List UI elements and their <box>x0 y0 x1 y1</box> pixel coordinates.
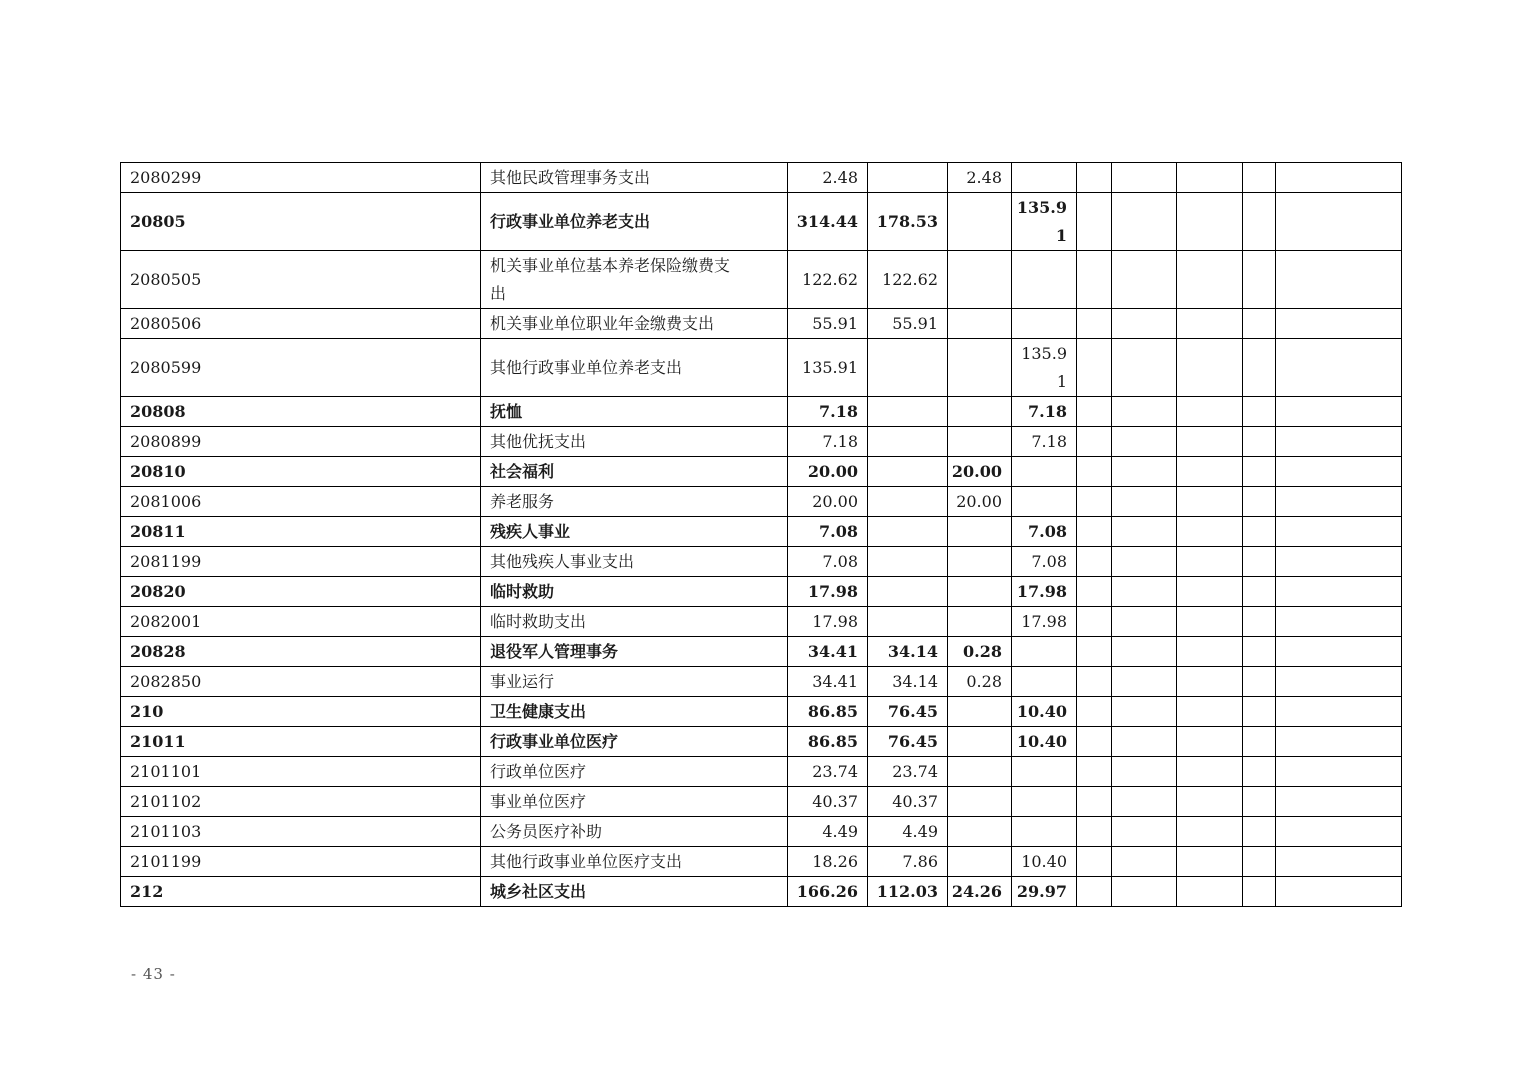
cell-name: 残疾人事业 <box>481 517 788 547</box>
cell-empty <box>1177 757 1243 787</box>
budget-table <box>120 162 1402 907</box>
cell-basic <box>868 487 948 517</box>
cell-code: 2081006 <box>121 487 481 517</box>
cell-project <box>948 607 1012 637</box>
cell-total: 23.74 <box>788 757 868 787</box>
cell-project: 20.00 <box>948 487 1012 517</box>
cell-empty <box>1243 697 1276 727</box>
cell-empty <box>1243 727 1276 757</box>
cell-code: 2082001 <box>121 607 481 637</box>
cell-basic <box>868 397 948 427</box>
cell-empty <box>1112 193 1177 251</box>
cell-other: 10.40 <box>1012 847 1077 877</box>
cell-other <box>1012 457 1077 487</box>
cell-empty <box>1276 577 1402 607</box>
cell-empty <box>1077 457 1112 487</box>
cell-total: 7.18 <box>788 397 868 427</box>
cell-empty <box>1077 193 1112 251</box>
cell-empty <box>1077 847 1112 877</box>
cell-other: 10.40 <box>1012 727 1077 757</box>
cell-total: 314.44 <box>788 193 868 251</box>
cell-other: 7.08 <box>1012 547 1077 577</box>
cell-empty <box>1243 787 1276 817</box>
cell-empty <box>1177 637 1243 667</box>
table-row <box>121 667 1402 697</box>
cell-other: 135.9 1 <box>1012 193 1077 251</box>
cell-empty <box>1077 877 1112 907</box>
cell-name: 养老服务 <box>481 487 788 517</box>
table-row <box>121 193 1402 251</box>
cell-empty <box>1112 457 1177 487</box>
cell-empty <box>1243 193 1276 251</box>
cell-empty <box>1243 163 1276 193</box>
cell-name: 行政事业单位医疗 <box>481 727 788 757</box>
cell-total: 34.41 <box>788 637 868 667</box>
cell-other: 29.97 <box>1012 877 1077 907</box>
cell-name: 临时救助 <box>481 577 788 607</box>
cell-project <box>948 787 1012 817</box>
cell-total: 20.00 <box>788 487 868 517</box>
cell-code: 212 <box>121 877 481 907</box>
cell-project <box>948 547 1012 577</box>
table-row <box>121 697 1402 727</box>
cell-code: 2080506 <box>121 309 481 339</box>
cell-code: 2080505 <box>121 251 481 309</box>
cell-total: 2.48 <box>788 163 868 193</box>
cell-basic: 34.14 <box>868 637 948 667</box>
cell-empty <box>1077 547 1112 577</box>
cell-basic: 178.53 <box>868 193 948 251</box>
cell-total: 17.98 <box>788 577 868 607</box>
cell-project <box>948 427 1012 457</box>
cell-empty <box>1243 251 1276 309</box>
cell-code: 2080899 <box>121 427 481 457</box>
cell-name: 机关事业单位职业年金缴费支出 <box>481 309 788 339</box>
cell-code: 2081199 <box>121 547 481 577</box>
cell-empty <box>1243 877 1276 907</box>
cell-project: 0.28 <box>948 637 1012 667</box>
cell-total: 20.00 <box>788 457 868 487</box>
cell-empty <box>1177 607 1243 637</box>
table-row <box>121 517 1402 547</box>
cell-basic <box>868 427 948 457</box>
cell-empty <box>1077 163 1112 193</box>
cell-other <box>1012 309 1077 339</box>
cell-empty <box>1276 757 1402 787</box>
cell-empty <box>1177 517 1243 547</box>
cell-total: 7.08 <box>788 517 868 547</box>
cell-other: 7.18 <box>1012 397 1077 427</box>
cell-empty <box>1177 397 1243 427</box>
cell-empty <box>1243 397 1276 427</box>
cell-code: 2101199 <box>121 847 481 877</box>
cell-empty <box>1177 877 1243 907</box>
cell-basic: 34.14 <box>868 667 948 697</box>
cell-empty <box>1276 339 1402 397</box>
cell-empty <box>1177 339 1243 397</box>
cell-project <box>948 817 1012 847</box>
table-row <box>121 487 1402 517</box>
cell-empty <box>1243 309 1276 339</box>
table-row <box>121 787 1402 817</box>
cell-empty <box>1276 817 1402 847</box>
cell-total: 122.62 <box>788 251 868 309</box>
cell-total: 17.98 <box>788 607 868 637</box>
cell-code: 20808 <box>121 397 481 427</box>
cell-project <box>948 309 1012 339</box>
cell-empty <box>1077 817 1112 847</box>
cell-code: 20820 <box>121 577 481 607</box>
cell-empty <box>1077 339 1112 397</box>
cell-empty <box>1276 877 1402 907</box>
cell-code: 2080599 <box>121 339 481 397</box>
cell-other <box>1012 251 1077 309</box>
cell-empty <box>1112 637 1177 667</box>
cell-code: 21011 <box>121 727 481 757</box>
cell-empty <box>1177 251 1243 309</box>
cell-empty <box>1077 427 1112 457</box>
cell-empty <box>1112 667 1177 697</box>
cell-empty <box>1077 517 1112 547</box>
cell-code: 2101101 <box>121 757 481 787</box>
table-row <box>121 339 1402 397</box>
cell-empty <box>1177 487 1243 517</box>
cell-empty <box>1112 787 1177 817</box>
cell-empty <box>1112 487 1177 517</box>
table-row <box>121 251 1402 309</box>
cell-project: 24.26 <box>948 877 1012 907</box>
cell-name: 行政事业单位养老支出 <box>481 193 788 251</box>
cell-other <box>1012 787 1077 817</box>
cell-name: 抚恤 <box>481 397 788 427</box>
table-row <box>121 547 1402 577</box>
cell-empty <box>1112 817 1177 847</box>
cell-total: 86.85 <box>788 697 868 727</box>
table-row <box>121 757 1402 787</box>
cell-empty <box>1276 309 1402 339</box>
cell-other <box>1012 163 1077 193</box>
cell-other <box>1012 487 1077 517</box>
cell-empty <box>1243 847 1276 877</box>
cell-code: 20805 <box>121 193 481 251</box>
cell-basic <box>868 577 948 607</box>
cell-empty <box>1177 787 1243 817</box>
cell-total: 166.26 <box>788 877 868 907</box>
cell-empty <box>1112 397 1177 427</box>
cell-name: 其他民政管理事务支出 <box>481 163 788 193</box>
cell-empty <box>1112 727 1177 757</box>
cell-empty <box>1243 487 1276 517</box>
cell-empty <box>1177 817 1243 847</box>
cell-other: 135.9 1 <box>1012 339 1077 397</box>
cell-other <box>1012 637 1077 667</box>
cell-empty <box>1276 163 1402 193</box>
cell-empty <box>1276 517 1402 547</box>
cell-project <box>948 697 1012 727</box>
cell-empty <box>1112 251 1177 309</box>
cell-other <box>1012 817 1077 847</box>
cell-project <box>948 517 1012 547</box>
cell-project <box>948 577 1012 607</box>
cell-other: 17.98 <box>1012 577 1077 607</box>
cell-project: 2.48 <box>948 163 1012 193</box>
cell-code: 2101102 <box>121 787 481 817</box>
cell-code: 2082850 <box>121 667 481 697</box>
cell-project <box>948 339 1012 397</box>
cell-other <box>1012 757 1077 787</box>
cell-name: 临时救助支出 <box>481 607 788 637</box>
cell-basic: 7.86 <box>868 847 948 877</box>
cell-project: 0.28 <box>948 667 1012 697</box>
cell-project <box>948 847 1012 877</box>
table-row <box>121 163 1402 193</box>
cell-name: 事业单位医疗 <box>481 787 788 817</box>
cell-code: 210 <box>121 697 481 727</box>
table-row <box>121 607 1402 637</box>
cell-total: 86.85 <box>788 727 868 757</box>
table-row <box>121 727 1402 757</box>
table-row <box>121 637 1402 667</box>
cell-empty <box>1077 757 1112 787</box>
cell-empty <box>1177 727 1243 757</box>
cell-empty <box>1112 697 1177 727</box>
cell-code: 2101103 <box>121 817 481 847</box>
cell-empty <box>1077 637 1112 667</box>
cell-basic: 23.74 <box>868 757 948 787</box>
cell-name: 城乡社区支出 <box>481 877 788 907</box>
cell-project <box>948 193 1012 251</box>
cell-empty <box>1112 547 1177 577</box>
cell-other: 10.40 <box>1012 697 1077 727</box>
cell-total: 34.41 <box>788 667 868 697</box>
cell-empty <box>1243 577 1276 607</box>
cell-empty <box>1276 697 1402 727</box>
table-row <box>121 577 1402 607</box>
cell-empty <box>1077 607 1112 637</box>
cell-empty <box>1243 547 1276 577</box>
cell-basic: 76.45 <box>868 697 948 727</box>
cell-basic: 112.03 <box>868 877 948 907</box>
table-row <box>121 427 1402 457</box>
cell-empty <box>1276 427 1402 457</box>
cell-basic: 4.49 <box>868 817 948 847</box>
cell-empty <box>1112 607 1177 637</box>
cell-project <box>948 727 1012 757</box>
cell-total: 55.91 <box>788 309 868 339</box>
cell-empty <box>1077 577 1112 607</box>
cell-total: 7.08 <box>788 547 868 577</box>
cell-name: 其他行政事业单位医疗支出 <box>481 847 788 877</box>
cell-empty <box>1276 667 1402 697</box>
cell-empty <box>1276 607 1402 637</box>
cell-empty <box>1112 163 1177 193</box>
cell-empty <box>1112 309 1177 339</box>
cell-empty <box>1177 163 1243 193</box>
cell-basic <box>868 607 948 637</box>
cell-empty <box>1276 397 1402 427</box>
cell-empty <box>1112 847 1177 877</box>
cell-empty <box>1177 457 1243 487</box>
cell-empty <box>1177 427 1243 457</box>
cell-code: 20810 <box>121 457 481 487</box>
cell-basic <box>868 547 948 577</box>
cell-empty <box>1243 667 1276 697</box>
cell-code: 2080299 <box>121 163 481 193</box>
cell-code: 20811 <box>121 517 481 547</box>
cell-empty <box>1177 309 1243 339</box>
cell-empty <box>1243 517 1276 547</box>
cell-empty <box>1077 787 1112 817</box>
cell-empty <box>1243 757 1276 787</box>
cell-basic <box>868 457 948 487</box>
cell-empty <box>1276 193 1402 251</box>
cell-empty <box>1276 637 1402 667</box>
cell-empty <box>1276 487 1402 517</box>
cell-empty <box>1177 547 1243 577</box>
table-body <box>121 163 1402 907</box>
cell-project <box>948 251 1012 309</box>
cell-project: 20.00 <box>948 457 1012 487</box>
cell-empty <box>1177 193 1243 251</box>
table-row <box>121 457 1402 487</box>
cell-empty <box>1112 757 1177 787</box>
cell-empty <box>1276 251 1402 309</box>
cell-code: 20828 <box>121 637 481 667</box>
cell-total: 18.26 <box>788 847 868 877</box>
cell-empty <box>1077 487 1112 517</box>
cell-empty <box>1077 309 1112 339</box>
cell-empty <box>1112 339 1177 397</box>
cell-basic: 122.62 <box>868 251 948 309</box>
cell-name: 其他行政事业单位养老支出 <box>481 339 788 397</box>
table-row <box>121 397 1402 427</box>
cell-empty <box>1243 427 1276 457</box>
cell-name: 其他优抚支出 <box>481 427 788 457</box>
cell-empty <box>1177 847 1243 877</box>
cell-empty <box>1177 667 1243 697</box>
cell-other: 7.08 <box>1012 517 1077 547</box>
cell-empty <box>1077 397 1112 427</box>
cell-name: 公务员医疗补助 <box>481 817 788 847</box>
cell-name: 行政单位医疗 <box>481 757 788 787</box>
cell-empty <box>1077 251 1112 309</box>
cell-empty <box>1177 577 1243 607</box>
cell-name: 退役军人管理事务 <box>481 637 788 667</box>
cell-basic <box>868 517 948 547</box>
cell-empty <box>1077 727 1112 757</box>
cell-empty <box>1243 339 1276 397</box>
cell-other: 7.18 <box>1012 427 1077 457</box>
cell-basic: 55.91 <box>868 309 948 339</box>
cell-name: 其他残疾人事业支出 <box>481 547 788 577</box>
cell-basic: 76.45 <box>868 727 948 757</box>
cell-empty <box>1112 577 1177 607</box>
cell-empty <box>1077 667 1112 697</box>
table-row <box>121 817 1402 847</box>
cell-empty <box>1077 697 1112 727</box>
cell-name: 卫生健康支出 <box>481 697 788 727</box>
cell-name: 社会福利 <box>481 457 788 487</box>
cell-total: 7.18 <box>788 427 868 457</box>
cell-other <box>1012 667 1077 697</box>
cell-project <box>948 397 1012 427</box>
table-row <box>121 877 1402 907</box>
cell-name: 事业运行 <box>481 667 788 697</box>
cell-empty <box>1276 727 1402 757</box>
page-number: - 43 - <box>131 965 176 983</box>
cell-empty <box>1276 547 1402 577</box>
cell-empty <box>1112 877 1177 907</box>
cell-empty <box>1276 847 1402 877</box>
cell-empty <box>1243 637 1276 667</box>
cell-other: 17.98 <box>1012 607 1077 637</box>
cell-empty <box>1243 607 1276 637</box>
cell-total: 40.37 <box>788 787 868 817</box>
cell-total: 135.91 <box>788 339 868 397</box>
cell-empty <box>1112 427 1177 457</box>
cell-total: 4.49 <box>788 817 868 847</box>
table-row <box>121 309 1402 339</box>
cell-project <box>948 757 1012 787</box>
cell-basic <box>868 339 948 397</box>
table-row <box>121 847 1402 877</box>
cell-basic <box>868 163 948 193</box>
cell-empty <box>1112 517 1177 547</box>
cell-empty <box>1276 457 1402 487</box>
cell-empty <box>1276 787 1402 817</box>
cell-empty <box>1243 457 1276 487</box>
cell-name: 机关事业单位基本养老保险缴费支 出 <box>481 251 788 309</box>
cell-empty <box>1177 697 1243 727</box>
cell-basic: 40.37 <box>868 787 948 817</box>
cell-empty <box>1243 817 1276 847</box>
